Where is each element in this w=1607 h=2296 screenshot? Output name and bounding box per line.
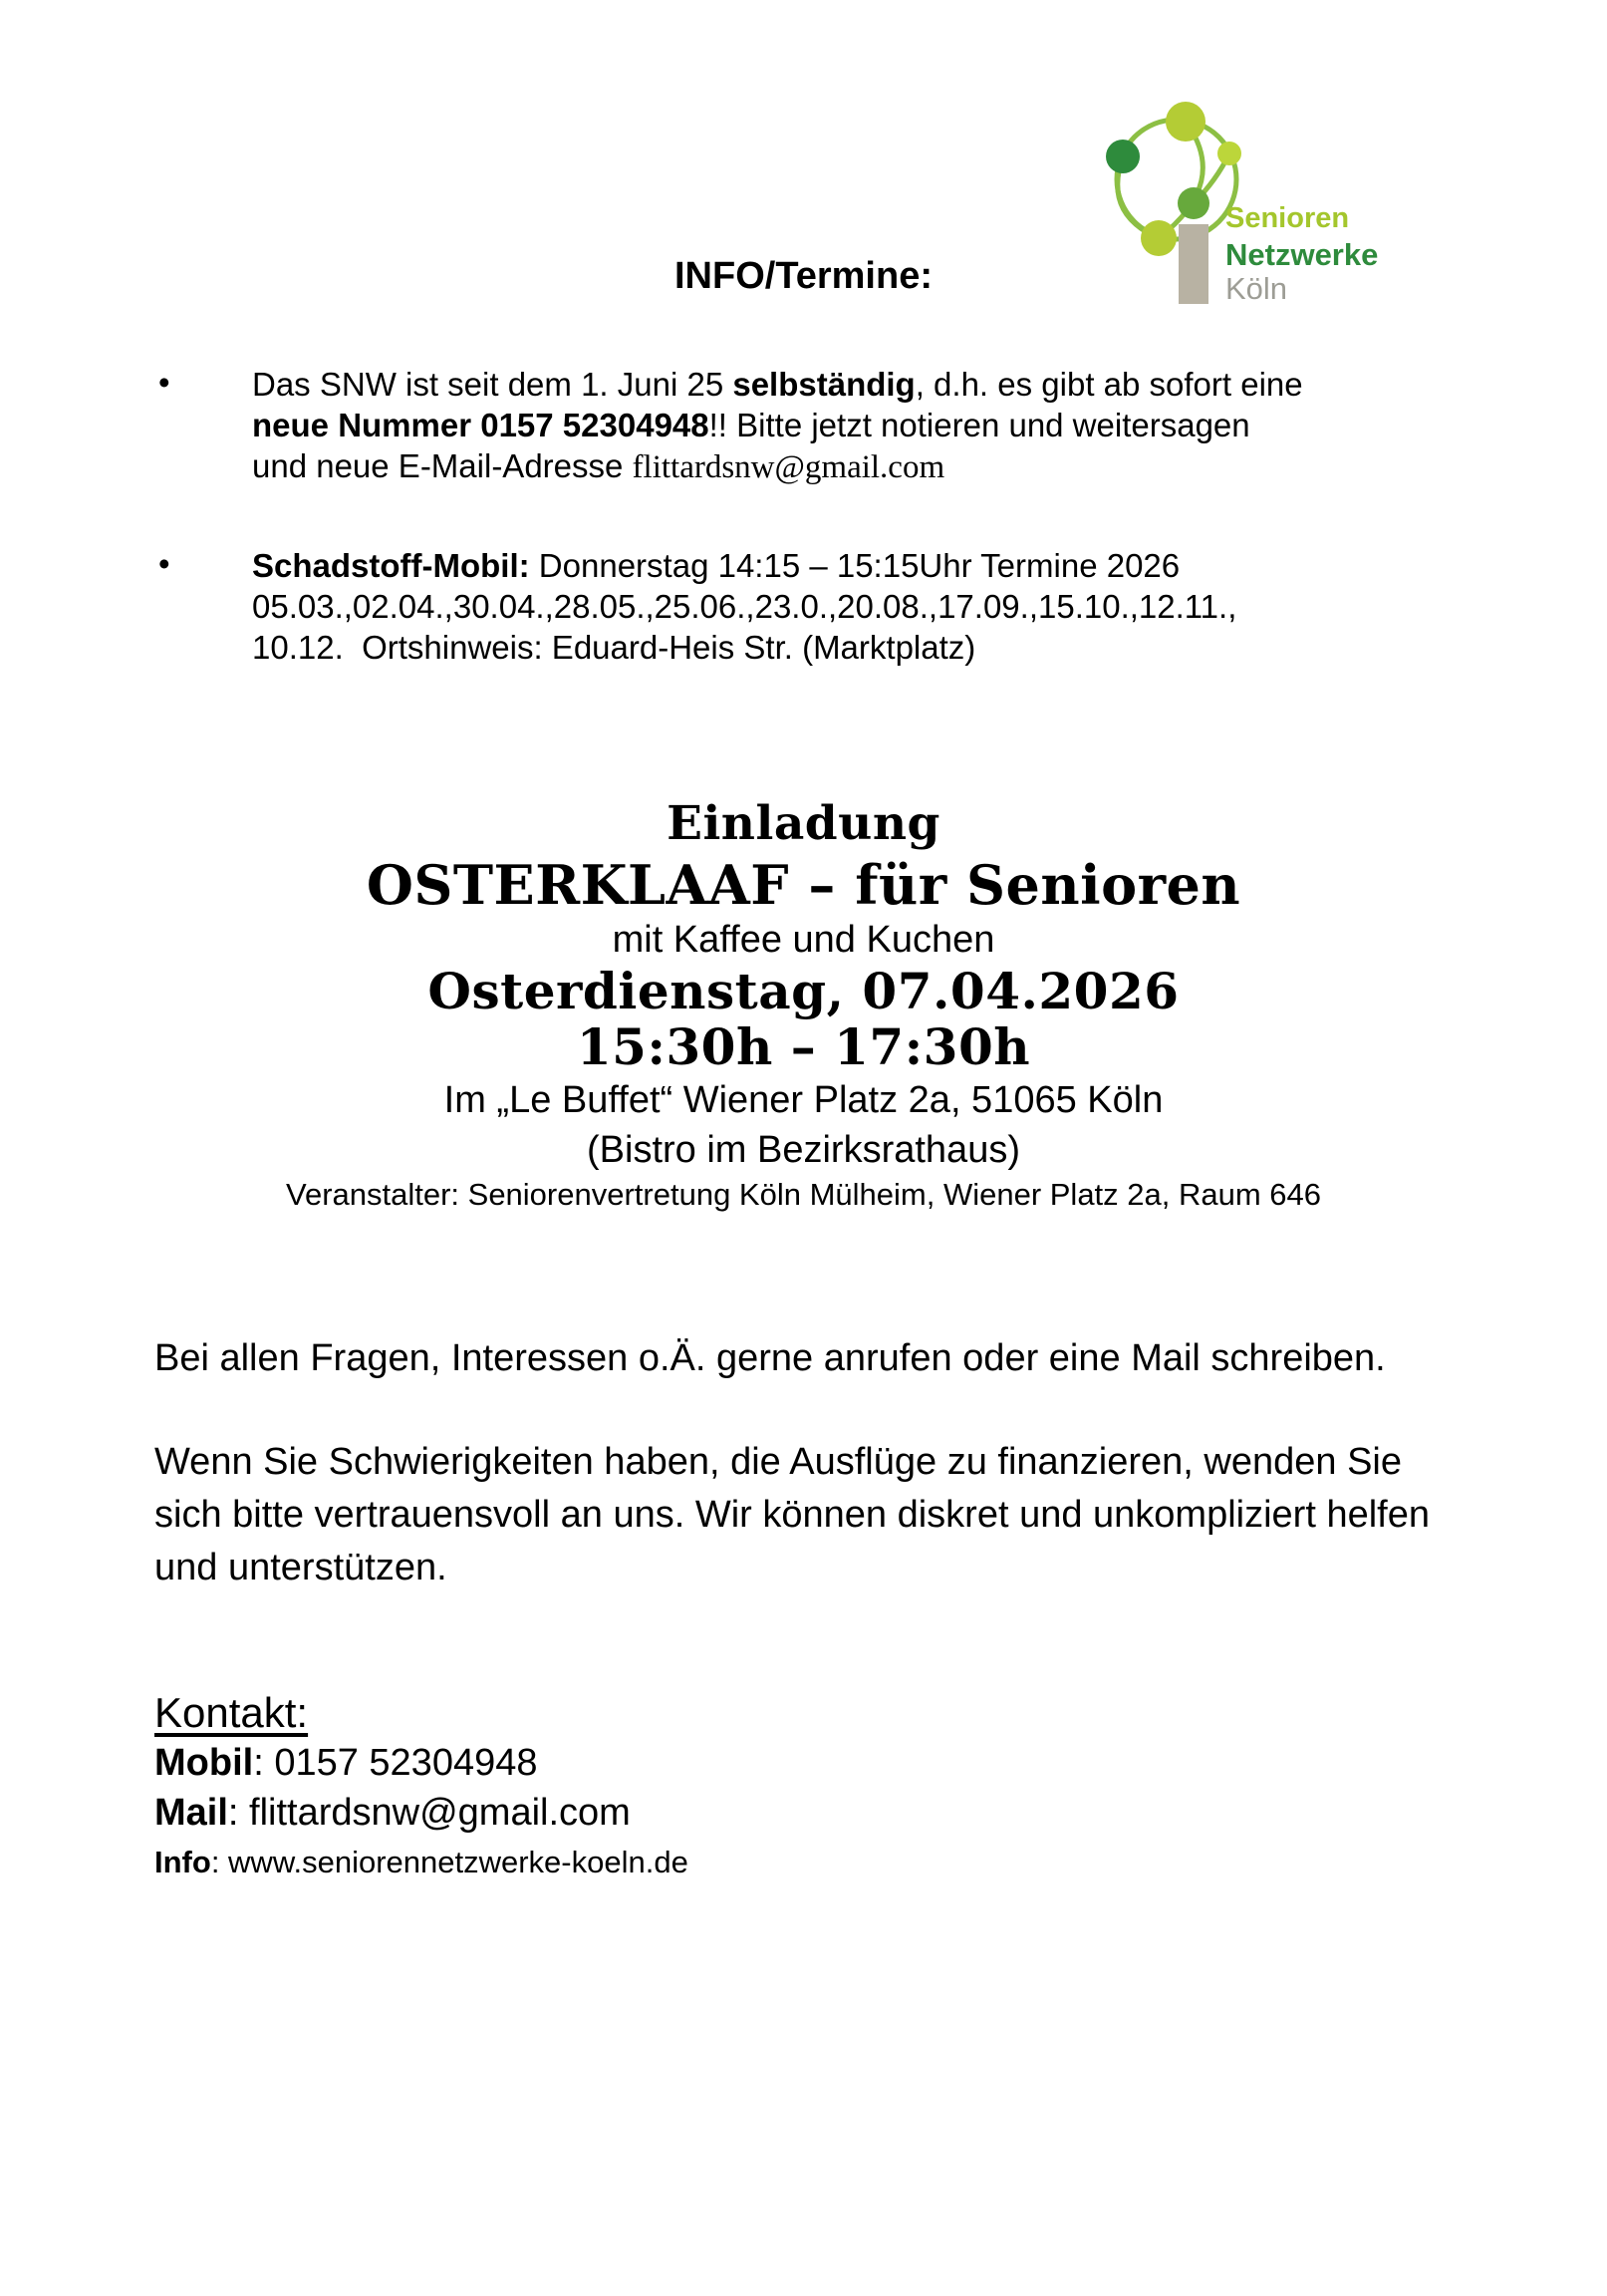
event-subtitle: mit Kaffee und Kuchen (612, 919, 995, 961)
invitation-title: Einladung (667, 796, 940, 851)
contact-mobile (154, 1738, 688, 1788)
info-list (154, 364, 1479, 724)
bullet-icon: • (158, 545, 170, 582)
list-item-text: Schadstoff-Mobil: Donnerstag 14:15 – 15:15Uhr Termine 2026 05.03.,02.04.,30.04.,28.05.,25.06.,23.0.,20.08.,17.09.,15.10.,12.11., 10.12. Ortshinweis: Eduard-Heis Str. (Marktplatz) (252, 547, 1237, 666)
event-organizer: Veranstalter: Seniorenvertretung Köln Mülheim, Wiener Platz 2a, Raum 646 (285, 1177, 1322, 1212)
node-top (1166, 102, 1205, 142)
contact-mail-value: : flittardsnw@gmail.com (227, 1792, 631, 1834)
logo-text-netzwerke: Netzwerke (1225, 237, 1379, 272)
contact-info (154, 1838, 688, 1887)
logo-text-koeln: Köln (1225, 271, 1288, 306)
contact-mobile-value: : 0157 52304948 (253, 1742, 538, 1784)
contact-heading: Kontakt: (154, 1689, 309, 1736)
node-center (1178, 187, 1209, 219)
contact-mail-label: Mail (154, 1792, 228, 1834)
support-note: Wenn Sie Schwierigkeiten haben, die Ausflüge zu finanzieren, wenden Sie sich bitte vertrauensvoll an uns. Wir können diskret und unkompliziert helfen und unterstützen. (154, 1441, 1430, 1588)
event-location: Im „Le Buffet“ Wiener Platz 2a, 51065 Köln (443, 1079, 1164, 1121)
event-time: 15:30h – 17:30h (576, 1017, 1031, 1076)
event-name: OSTERKLAAF – für Senioren (366, 853, 1241, 917)
contact-info-value: : www.seniorennetzwerke-koeln.de (210, 1845, 688, 1879)
event-location-note: (Bistro im Bezirksrathaus) (587, 1129, 1020, 1171)
node-bottom-left (1141, 220, 1177, 256)
contact-mobile-label: Mobil (154, 1742, 254, 1784)
page-title: INFO/Termine: (674, 255, 933, 297)
event-date: Osterdienstag, 07.04.2026 (427, 962, 1180, 1020)
bullet-icon: • (158, 364, 170, 401)
list-item-schadstoff-mobil (154, 545, 1479, 668)
contact-info-label: Info (154, 1845, 211, 1879)
invitation-section (0, 794, 1607, 1215)
node-left (1106, 140, 1140, 173)
contact-mail (154, 1788, 688, 1838)
list-item-snw-number (154, 364, 1479, 488)
node-right (1217, 142, 1241, 165)
contact-section (154, 1688, 688, 1887)
list-item-text: Das SNW ist seit dem 1. Juni 25 selbständig, d.h. es gibt ab sofort eine neue Nummer 0157 52304948!! Bitte jetzt notieren und weitersagen und neue E-Mail-Adresse flittardsnw@gmail.com (252, 366, 1303, 485)
questions-note: Bei allen Fragen, Interessen o.Ä. gerne anrufen oder eine Mail schreiben. (154, 1337, 1386, 1379)
logo-text-senioren: Senioren (1225, 202, 1350, 234)
